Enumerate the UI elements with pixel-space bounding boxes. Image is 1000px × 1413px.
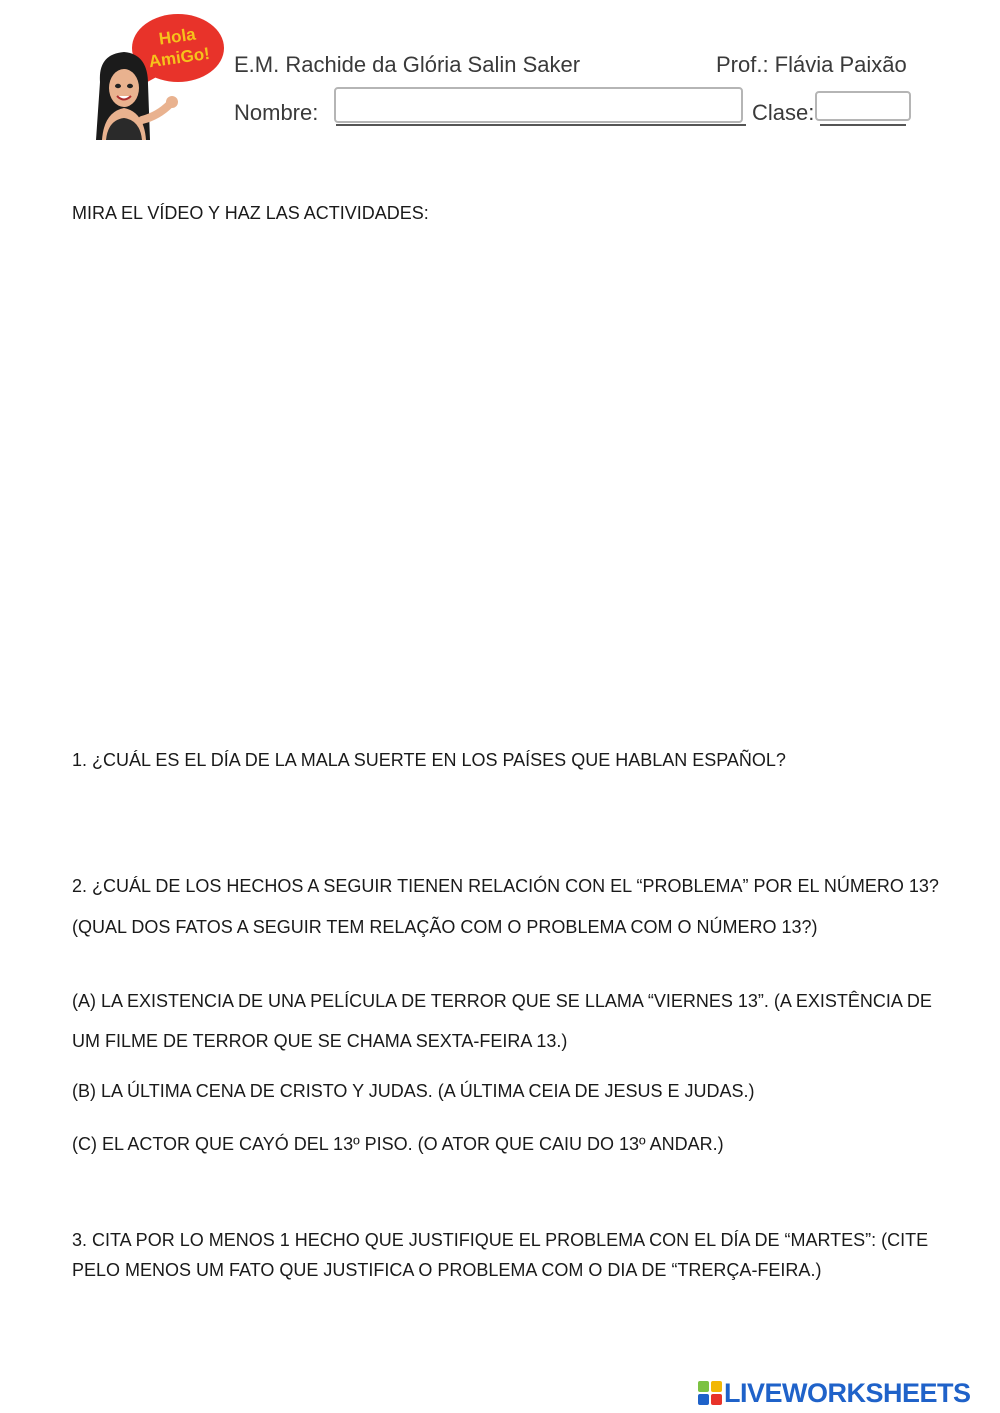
- liveworksheets-logo-icon: [698, 1381, 722, 1405]
- class-label: Clase:: [752, 100, 815, 125]
- option-c: (C) EL ACTOR QUE CAYÓ DEL 13º PISO. (O ATOR QUE CAIU DO 13º ANDAR.): [72, 1134, 724, 1154]
- question-2: 2. ¿CUÁL DE LOS HECHOS A SEGUIR TIENEN RELACIÓN CON EL “PROBLEMA” POR EL NÚMERO 13?: [72, 876, 939, 896]
- class-underline: [820, 124, 906, 126]
- question-3: 3. CITA POR LO MENOS 1 HECHO QUE JUSTIFIQUE EL PROBLEMA CON EL DÍA DE “MARTES”: (CITE PELO MENOS UM FATO QUE JUSTIFICA O PROBLEMA COM O DIA DE “TRERÇA-FEIRA.): [72, 1230, 929, 1280]
- name-input[interactable]: [334, 87, 743, 123]
- option-a: (A) LA EXISTENCIA DE UNA PELÍCULA DE TERROR QUE SE LLAMA “VIERNES 13”. (A EXISTÊNCIA DE UM FILME DE TERROR QUE SE CHAMA SEXTA-FEIRA 13.): [72, 991, 932, 1051]
- question-2-translation: (QUAL DOS FATOS A SEGUIR TEM RELAÇÃO COM O PROBLEMA COM O NÚMERO 13?): [72, 917, 818, 937]
- liveworksheets-brand: [698, 1378, 971, 1408]
- teacher-name: Prof.: Flávia Paixão: [716, 52, 907, 77]
- brand-name: LIVEWORKSHEETS: [724, 1378, 971, 1408]
- svg-text:Hola: Hola: [157, 24, 197, 49]
- question-1: 1. ¿CUÁL ES EL DÍA DE LA MALA SUERTE EN LOS PAÍSES QUE HABLAN ESPAÑOL?: [72, 750, 786, 770]
- instructions-text: MIRA EL VÍDEO Y HAZ LAS ACTIVIDADES:: [72, 203, 429, 223]
- name-label: Nombre:: [234, 100, 319, 125]
- school-name: E.M. Rachide da Glória Salin Saker: [234, 52, 581, 77]
- hola-amigo-logo: [86, 8, 226, 148]
- option-b: (B) LA ÚLTIMA CENA DE CRISTO Y JUDAS. (A ÚLTIMA CEIA DE JESUS E JUDAS.): [72, 1081, 755, 1101]
- class-input[interactable]: [815, 91, 911, 121]
- svg-text:AmiGo!: AmiGo!: [147, 43, 211, 72]
- name-underline: [336, 124, 746, 126]
